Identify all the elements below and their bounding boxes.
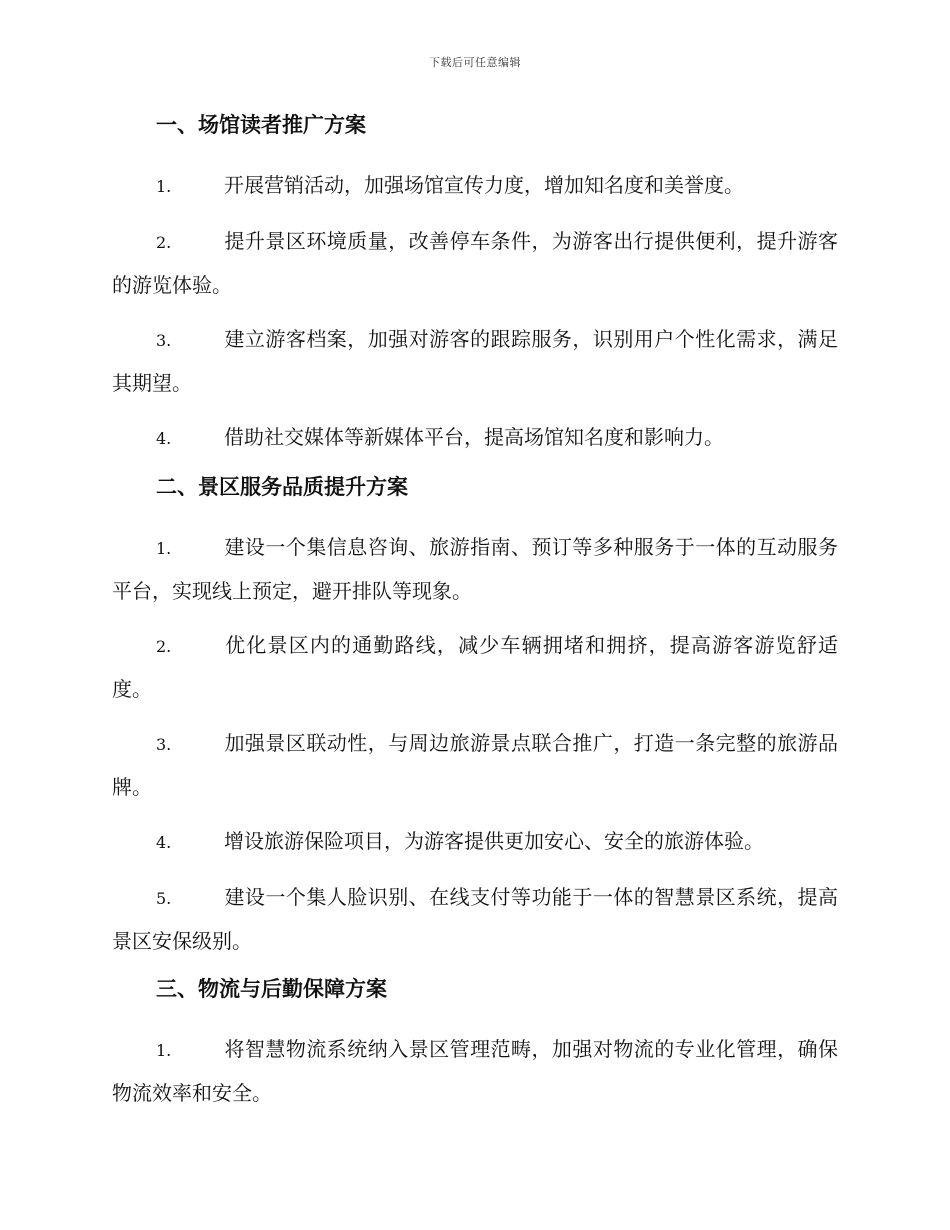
item-text: 优化景区内的通勤路线，减少车辆拥堵和拥挤，提高游客游览舒适度。	[112, 633, 838, 701]
list-item	[112, 820, 838, 864]
list-item	[112, 164, 838, 208]
item-text: 建设一个集人脸识别、在线支付等功能于一体的智慧景区系统，提高景区安保级别。	[112, 885, 838, 953]
item-text: 将智慧物流系统纳入景区管理范畴，加强对物流的专业化管理，确保物流效率和安全。	[112, 1037, 838, 1105]
item-number: 3.	[156, 735, 172, 754]
item-text: 提升景区环境质量，改善停车条件，为游客出行提供便利，提升游客的游览体验。	[112, 229, 838, 297]
section-heading: 二、景区服务品质提升方案	[156, 474, 408, 499]
list-item	[112, 1028, 838, 1114]
item-number: 1.	[156, 177, 172, 196]
item-number: 1.	[156, 539, 172, 558]
item-number: 2.	[156, 637, 172, 656]
item-number: 4.	[156, 833, 172, 852]
list-item	[112, 526, 838, 612]
section-1	[112, 110, 838, 460]
list-item	[112, 624, 838, 710]
section-heading: 一、场馆读者推广方案	[156, 112, 366, 137]
item-text: 加强景区联动性，与周边旅游景点联合推广，打造一条完整的旅游品牌。	[112, 731, 838, 799]
list-item	[112, 220, 838, 306]
document-body	[112, 110, 838, 1126]
item-text: 开展营销活动，加强场馆宣传力度，增加知名度和美誉度。	[224, 173, 744, 197]
item-number: 1.	[156, 1041, 172, 1060]
section-3	[112, 974, 838, 1114]
item-text: 建设一个集信息咨询、旅游指南、预订等多种服务于一体的互动服务平台，实现线上预定，避开排队等现象。	[112, 535, 838, 603]
list-item	[112, 722, 838, 808]
item-text: 借助社交媒体等新媒体平台，提高场馆知名度和影响力。	[224, 425, 724, 449]
item-number: 4.	[156, 429, 172, 448]
item-number: 3.	[156, 331, 172, 350]
list-item	[112, 416, 838, 460]
item-number: 2.	[156, 233, 172, 252]
item-number: 5.	[156, 889, 172, 908]
section-heading: 三、物流与后勤保障方案	[156, 976, 387, 1001]
list-item	[112, 318, 838, 404]
item-text: 建立游客档案，加强对游客的跟踪服务，识别用户个性化需求，满足其期望。	[112, 327, 838, 395]
section-2	[112, 472, 838, 962]
item-text: 增设旅游保险项目，为游客提供更加安心、安全的旅游体验。	[224, 829, 764, 853]
header-note: 下载后可任意编辑	[429, 56, 521, 69]
list-item	[112, 876, 838, 962]
